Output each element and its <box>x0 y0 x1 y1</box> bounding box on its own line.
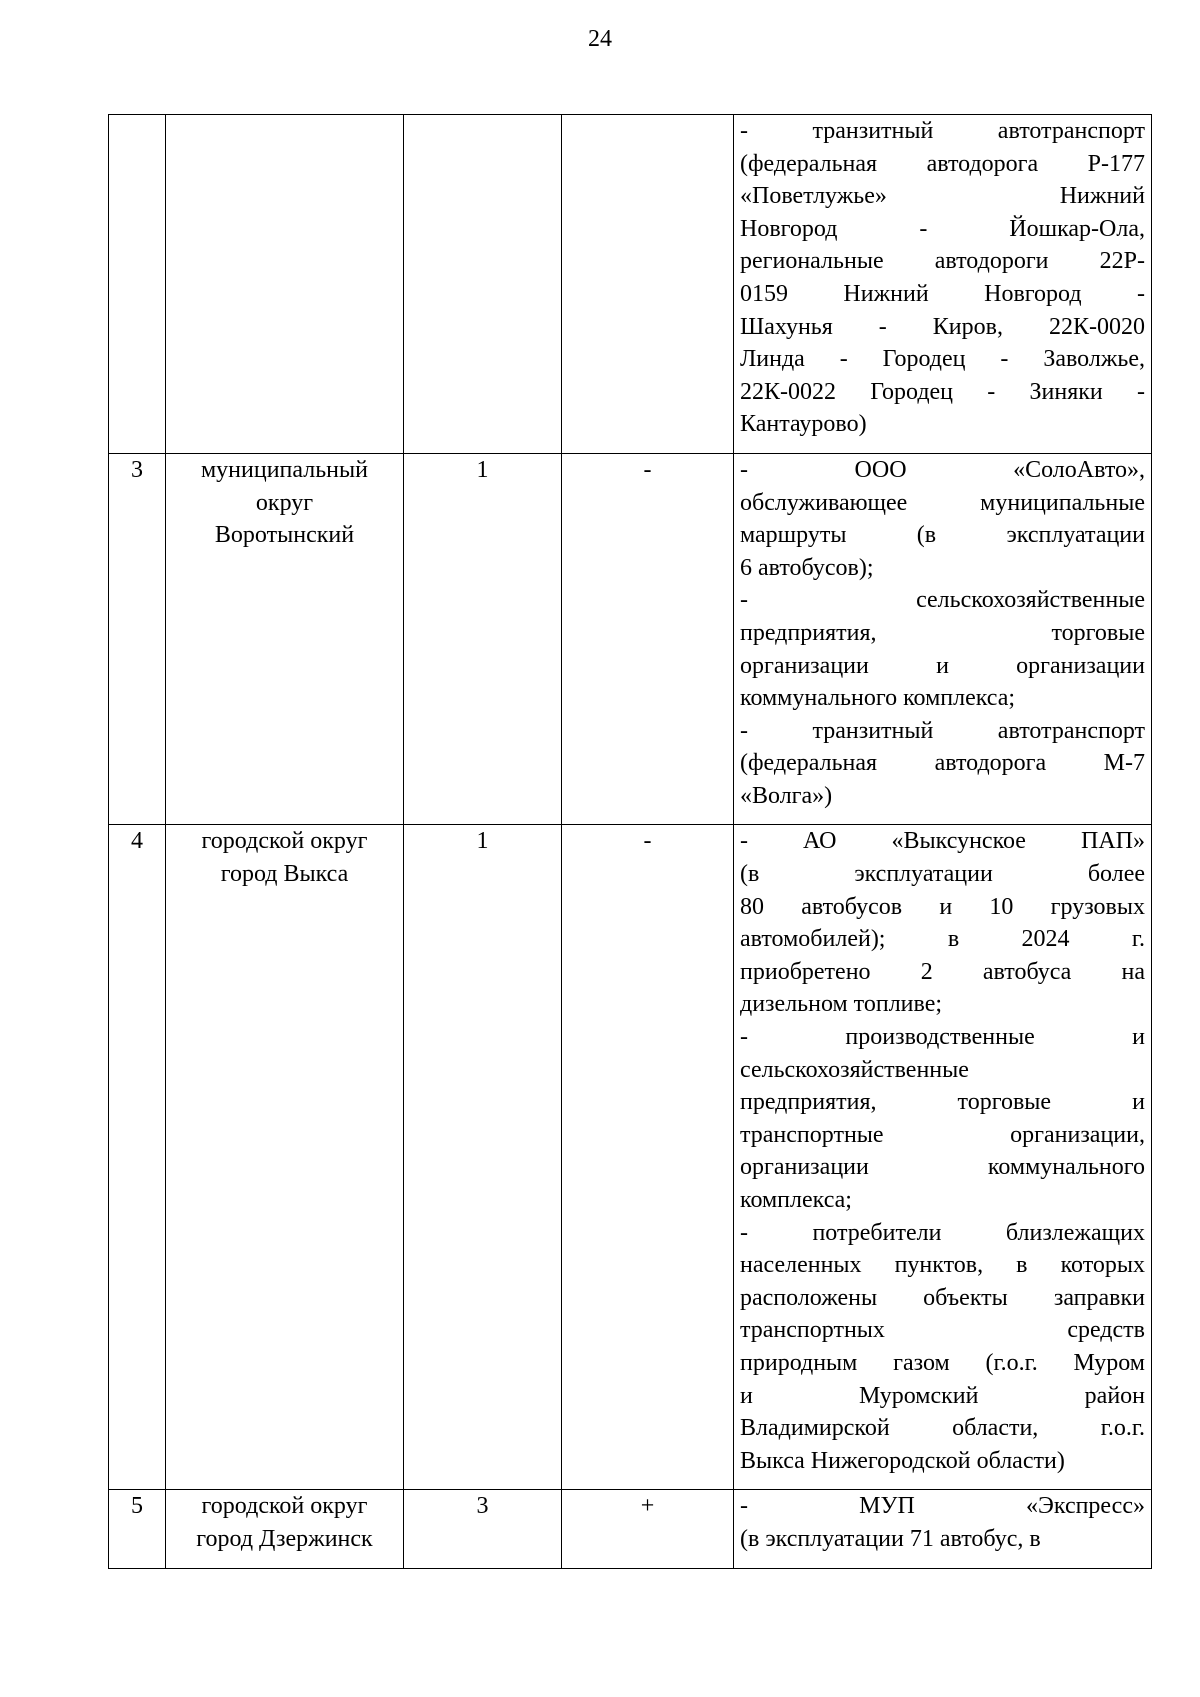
description-line: (в эксплуатации 71 автобус, в <box>740 1525 1041 1552</box>
flag-cell: + <box>562 1490 734 1568</box>
municipality-name-line: Воротынский <box>214 522 355 549</box>
count-cell <box>404 115 562 454</box>
description-line: «Поветлужье» Нижний <box>740 183 1145 210</box>
municipality-name-cell <box>166 115 404 454</box>
flag-cell: - <box>562 825 734 1490</box>
row-number-cell: 3 <box>109 453 166 825</box>
description-line: - транзитный автотранспорт <box>740 717 1145 744</box>
description-line: Выкса Нижегородской области) <box>740 1447 1065 1474</box>
description-line: 22К-0022 Городец - Зиняки - <box>740 378 1145 405</box>
row-number-cell <box>109 115 166 454</box>
description-line: (федеральная автодорога Р-177 <box>740 150 1145 177</box>
description-line: (в эксплуатации более <box>740 861 1145 888</box>
description-line: - АО «Выксунское ПАП» <box>740 828 1145 855</box>
table-row <box>109 1490 1152 1568</box>
municipality-name-cell <box>166 825 404 1490</box>
table-body <box>109 115 1152 1569</box>
municipality-name-line: городской округ <box>201 1493 368 1520</box>
description-line: 6 автобусов); <box>740 554 874 581</box>
description-line: организации коммунального <box>740 1154 1145 1181</box>
description-line: коммунального комплекса; <box>740 685 1016 712</box>
flag-cell: - <box>562 453 734 825</box>
description-line: - ООО «СолоАвто», <box>740 456 1145 483</box>
municipality-name-line: город Выкса <box>220 861 349 888</box>
municipality-name-line: муниципальный <box>200 456 368 483</box>
table-row <box>109 453 1152 825</box>
row-number-cell: 4 <box>109 825 166 1490</box>
description-line: и Муромский район <box>740 1382 1145 1409</box>
description-line: транспортные организации, <box>740 1121 1145 1148</box>
description-line: - производственные и <box>740 1024 1145 1051</box>
table-row <box>109 825 1152 1490</box>
description-line: сельскохозяйственные <box>740 1056 969 1083</box>
description-line: - потребители близлежащих <box>740 1219 1145 1246</box>
flag-cell <box>562 115 734 454</box>
page-number: 24 <box>588 26 612 52</box>
count-cell: 3 <box>404 1490 562 1568</box>
description-line: 0159 Нижний Новгород - <box>740 280 1145 307</box>
description-line: дизельном топливе; <box>740 991 943 1018</box>
description-line: комплекса; <box>740 1187 852 1213</box>
description-cell <box>734 453 1152 825</box>
description-cell <box>734 825 1152 1490</box>
description-line: автомобилей); в 2024 г. <box>740 926 1145 953</box>
description-line: предприятия, торговые и <box>740 1089 1145 1116</box>
description-line: Владимирской области, г.о.г. <box>740 1415 1145 1442</box>
description-line: организации и организации <box>740 652 1145 679</box>
description-line: Новгород - Йошкар-Ола, <box>740 215 1145 242</box>
description-line: Шахунья - Киров, 22К-0020 <box>740 313 1145 340</box>
description-line: (федеральная автодорога М-7 <box>740 750 1145 777</box>
description-line: Линда - Городец - Заволжье, <box>740 346 1145 373</box>
description-line: обслуживающее муниципальные <box>740 489 1145 516</box>
municipality-name-line: город Дзержинск <box>196 1525 373 1552</box>
description-line: транспортных средств <box>740 1317 1145 1344</box>
description-line: населенных пунктов, в которых <box>740 1252 1145 1279</box>
municipality-name-cell <box>166 1490 404 1568</box>
description-line: маршруты (в эксплуатации <box>740 522 1145 549</box>
description-cell <box>734 115 1152 454</box>
description-line: предприятия, торговые <box>740 619 1145 646</box>
description-line: региональные автодороги 22Р- <box>740 248 1145 275</box>
description-cell <box>734 1490 1152 1568</box>
municipality-name-line: округ <box>255 489 314 516</box>
row-number-cell: 5 <box>109 1490 166 1568</box>
description-line: «Волга») <box>740 782 833 809</box>
municipality-name-cell <box>166 453 404 825</box>
description-line: - транзитный автотранспорт <box>740 118 1145 144</box>
description-line: - МУП «Экспресс» <box>740 1493 1145 1520</box>
description-line: 80 автобусов и 10 грузовых <box>740 893 1145 920</box>
municipality-name-line: городской округ <box>201 828 368 855</box>
description-line: природным газом (г.о.г. Муром <box>740 1349 1145 1376</box>
description-line: - сельскохозяйственные <box>740 587 1145 614</box>
count-cell: 1 <box>404 825 562 1490</box>
description-line: расположены объекты заправки <box>740 1284 1145 1311</box>
count-cell: 1 <box>404 453 562 825</box>
description-line: приобретено 2 автобуса на <box>740 958 1145 985</box>
transport-table <box>108 114 1152 1569</box>
description-line: Кантаурово) <box>740 411 867 438</box>
table-row <box>109 115 1152 454</box>
